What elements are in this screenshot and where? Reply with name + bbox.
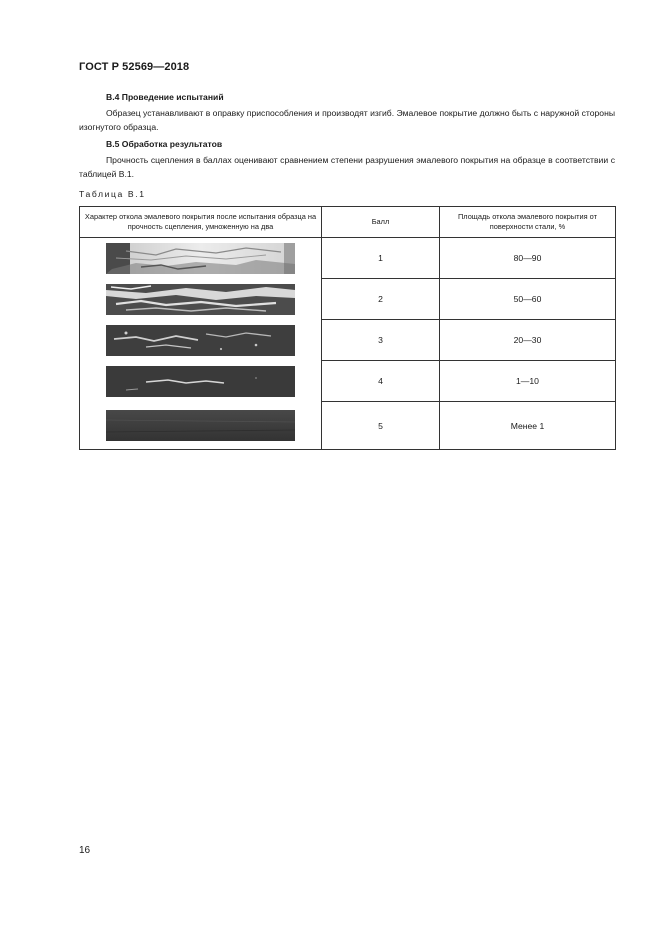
table-row xyxy=(80,238,616,279)
sample-image-cell xyxy=(80,238,322,279)
table-row xyxy=(80,320,616,361)
area-cell: Менее 1 xyxy=(440,402,616,450)
score-cell: 1 xyxy=(322,238,440,279)
score-cell: 5 xyxy=(322,402,440,450)
sample-image-cell xyxy=(80,279,322,320)
section-text-b5: Прочность сцепления в баллах оценивают сравнением степени разрушения эмалевого покрытия на образце в соответствии с таблицей В.1. xyxy=(79,155,615,179)
sample-image-score-5 xyxy=(106,410,295,441)
header-sample-description: Характер откола эмалевого покрытия после испытания образца на прочность сцепления, умноженную на два xyxy=(80,207,322,238)
document-header: ГОСТ Р 52569—2018 xyxy=(79,61,190,73)
area-cell: 1—10 xyxy=(440,361,616,402)
sample-image-score-1 xyxy=(106,243,295,274)
sample-image-cell xyxy=(80,402,322,450)
area-cell: 80—90 xyxy=(440,238,616,279)
area-cell: 20—30 xyxy=(440,320,616,361)
page-number: 16 xyxy=(79,845,91,856)
header-score: Балл xyxy=(322,207,440,238)
section-title-b5: В.5 Обработка результатов xyxy=(106,139,223,149)
score-cell: 2 xyxy=(322,279,440,320)
table-row xyxy=(80,361,616,402)
sample-image-cell xyxy=(80,361,322,402)
table-caption: Таблица В.1 xyxy=(79,189,146,199)
section-text-b4: Образец устанавливают в оправку приспособления и производят изгиб. Эмалевое покрытие должно быть с наружной стороны изогнутого образца. xyxy=(79,108,615,132)
sample-image-score-2 xyxy=(106,284,295,315)
sample-image-cell xyxy=(80,320,322,361)
score-cell: 3 xyxy=(322,320,440,361)
results-table xyxy=(79,206,616,450)
section-title-b4: В.4 Проведение испытаний xyxy=(106,92,224,102)
table-row xyxy=(80,279,616,320)
area-cell: 50—60 xyxy=(440,279,616,320)
table-header-row xyxy=(80,207,616,238)
score-cell: 4 xyxy=(322,361,440,402)
table-row xyxy=(80,402,616,450)
sample-image-score-3 xyxy=(106,325,295,356)
sample-image-score-4 xyxy=(106,366,295,397)
header-area: Площадь откола эмалевого покрытия от поверхности стали, % xyxy=(440,207,616,238)
